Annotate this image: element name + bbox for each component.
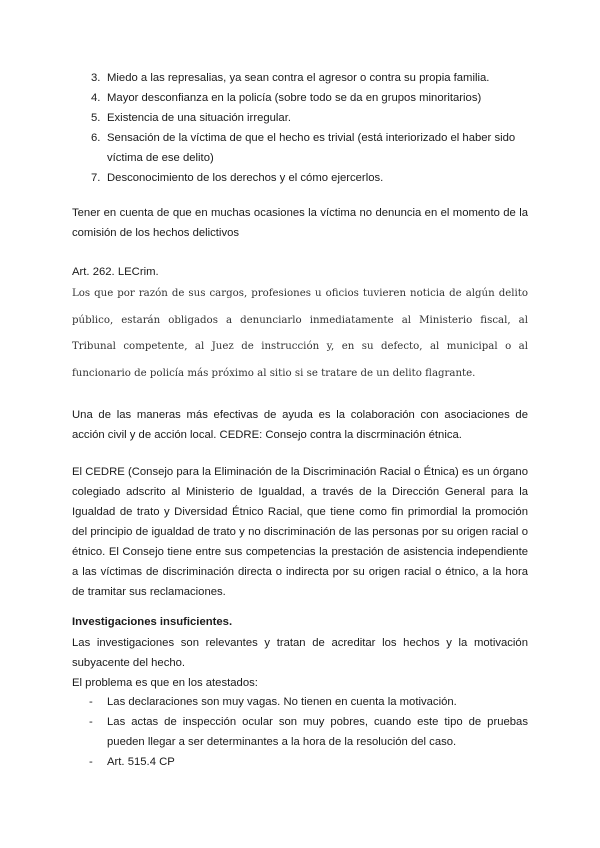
paragraph-report-timing: Tener en cuenta de que en muchas ocasiones la víctima no denuncia en el momento de la comisión de los hechos delictivos	[72, 207, 528, 239]
list-item	[72, 88, 532, 108]
list-text: Las actas de inspección ocular son muy pobres, cuando este tipo de pruebas pueden llegar a ser determinantes a la hora de la resolución del caso.	[107, 716, 528, 748]
list-item	[72, 712, 528, 752]
paragraph-problem: El problema es que en los atestados:	[72, 677, 258, 689]
list-item	[72, 752, 528, 772]
section-heading: Investigaciones insuficientes.	[72, 616, 233, 628]
list-text: Existencia de una situación irregular.	[107, 112, 291, 124]
list-text: Sensación de la víctima de que el hecho es trivial (está interiorizado el haber sido víctima de ese delito)	[107, 132, 516, 164]
numbered-list	[72, 68, 532, 188]
list-text: Mayor desconfianza en la policía (sobre todo se da en grupos minoritarios)	[107, 92, 482, 104]
list-number: 3.	[91, 72, 101, 84]
list-number: 5.	[91, 112, 101, 124]
list-item	[72, 692, 528, 712]
citation-lecrim: Art. 262. LECrim.	[72, 266, 159, 278]
list-number: 4.	[91, 92, 101, 104]
list-number: 7.	[91, 172, 101, 184]
list-item	[72, 128, 532, 168]
list-text: Desconocimiento de los derechos y el cómo ejercerlos.	[107, 172, 384, 184]
paragraph-investigations: Las investigaciones son relevantes y tratan de acreditar los hechos y la motivación subyacente del hecho.	[72, 637, 528, 669]
dash-marker: -	[89, 756, 93, 768]
paragraph-associations: Una de las maneras más efectivas de ayuda es la colaboración con asociaciones de acción civil y de acción local. CEDRE: Consejo contra la discrminación étnica.	[72, 409, 528, 441]
paragraph-cedre: El CEDRE (Consejo para la Eliminación de la Discriminación Racial o Étnica) es un órgano colegiado adscrito al Ministerio de Igualdad, a través de la Dirección General para la Igualdad de trato y Diversidad Étnico Racial, que tiene como fin primordial la promoción del principio de igualdad de trato y no discriminación de las personas por su origen racial o étnico. El Consejo tiene entre sus competencias la prestación de asistencia independiente a las víctimas de discriminación directa o indirecta por su origen racial o étnico, a la hora de tramitar sus reclamaciones.	[72, 466, 528, 598]
list-number: 6.	[91, 132, 101, 144]
list-text: Las declaraciones son muy vagas. No tienen en cuenta la motivación.	[107, 696, 457, 708]
list-item	[72, 168, 532, 188]
dash-marker: -	[89, 716, 93, 728]
list-text: Miedo a las represalias, ya sean contra el agresor o contra su propia familia.	[107, 72, 490, 84]
legal-quote: Los que por razón de sus cargos, profesiones u oficios tuvieren noticia de algún delito público, estarán obligados a denunciarlo inmediatamente al Ministerio fiscal, al Tribunal competente, al Juez de instrucción y, en su defecto, al municipal o al funcionario de policía más próximo al sitio si se tratare de un delito flagrante.	[72, 288, 528, 379]
list-text: Art. 515.4 CP	[107, 756, 175, 768]
dash-list	[72, 692, 528, 772]
list-item	[72, 68, 532, 88]
dash-marker: -	[89, 696, 93, 708]
list-item	[72, 108, 532, 128]
